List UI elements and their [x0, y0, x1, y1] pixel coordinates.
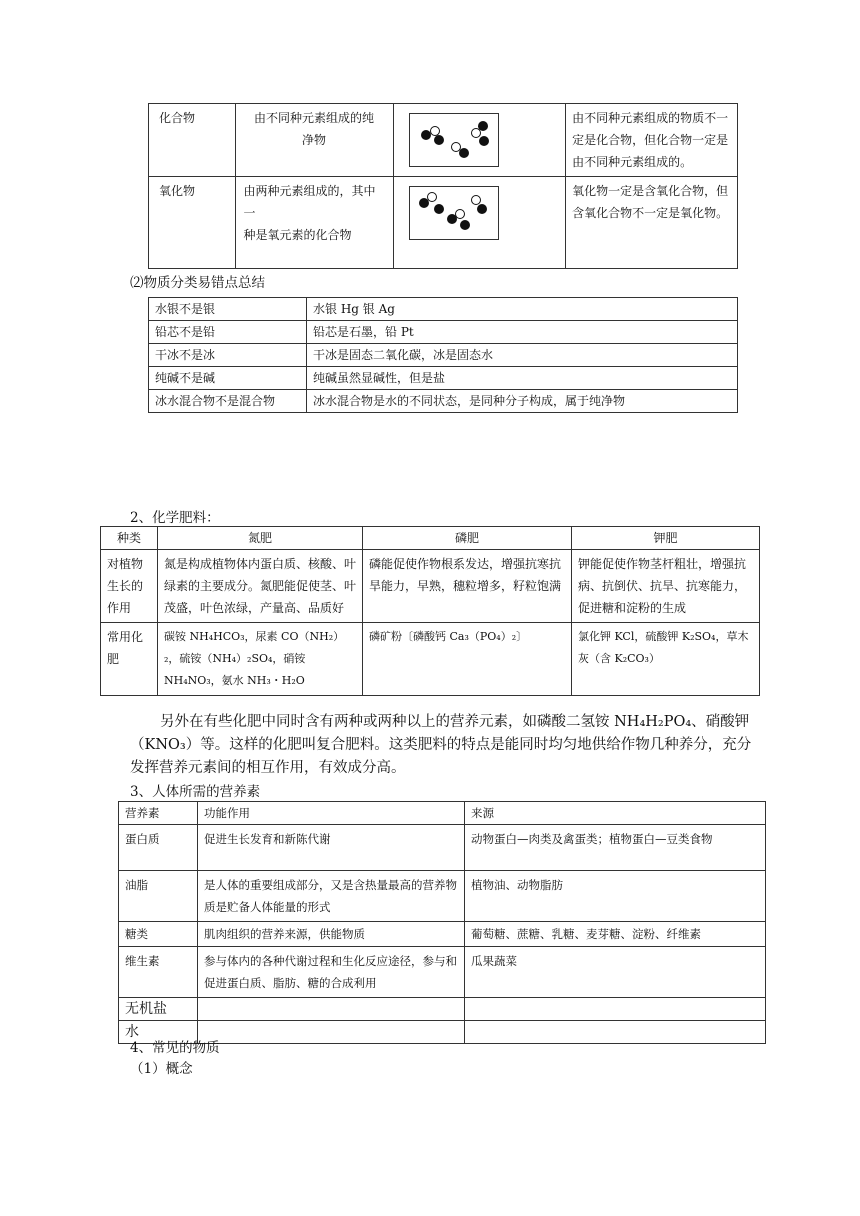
nutrient-name: 蛋白质 — [119, 825, 198, 871]
oxide-definition-line2: 种是氧元素的化合物 — [243, 228, 352, 242]
nutrient-source — [465, 1021, 766, 1044]
nutrient-function: 参与体内的各种代谢过程和生化反应途径，参与和促进蛋白质、脂肪、糖的合成利用 — [198, 947, 465, 998]
misclass-explain: 纯碱虽然显碱性，但是盐 — [307, 367, 738, 390]
fertilizer-table — [100, 526, 760, 696]
nutrients-header-function: 功能作用 — [198, 802, 465, 825]
misclass-explain: 水银 Hg 银 Ag — [307, 298, 738, 321]
fertilizer-effect-potash: 钾能促使作物茎杆粗壮，增强抗病、抗倒伏、抗旱、抗寒能力，促进糖和淀粉的生成 — [572, 550, 760, 623]
section4-heading: 4、常见的物质 — [130, 1040, 220, 1056]
section4-subheading: （1）概念 — [130, 1061, 193, 1077]
nutrients-header-source: 来源 — [465, 802, 766, 825]
fertilizer-common-nitrogen: 碳铵 NH₄HCO₃，尿素 CO（NH₂）₂，硫铵（NH₄）₂SO₄，硝铵 NH₄NO₃，氨水 NH₃・H₂O — [158, 623, 363, 696]
nutrient-name: 维生素 — [119, 947, 198, 998]
fertilizer-effect-phosphate: 磷能促使作物根系发达，增强抗寒抗旱能力，早熟，穗粒增多，籽粒饱满 — [363, 550, 572, 623]
misclass-heading: ⑵物质分类易错点总结 — [130, 275, 265, 291]
compound-note: 由不同种元素组成的物质不一定是化合物，但化合物一定是由不同种元素组成的。 — [566, 104, 738, 177]
fertilizer-effect-label: 对植物生长的作用 — [101, 550, 158, 623]
fertilizer-effect-nitrogen: 氮是构成植物体内蛋白质、核酸、叶绿素的主要成分。氮肥能促使茎、叶茂盛，叶色浓绿，产量高、品质好 — [158, 550, 363, 623]
compound-molecule-diagram — [393, 104, 566, 177]
oxide-definition-line1: 由两种元素组成的，其中一 — [243, 184, 376, 220]
nutrient-name: 油脂 — [119, 871, 198, 922]
misclass-item: 干冰不是冰 — [149, 344, 307, 367]
nutrient-function: 促进生长发育和新陈代谢 — [198, 825, 465, 871]
fertilizer-header-type: 种类 — [101, 527, 158, 550]
fertilizer-common-phosphate: 磷矿粉〔磷酸钙 Ca₃（PO₄）₂〕 — [363, 623, 572, 696]
nutrient-source — [465, 998, 766, 1021]
compound-fertilizer-paragraph: 另外在有些化肥中同时含有两种或两种以上的营养元素，如磷酸二氢铵 NH₄H₂PO₄、硝酸钾（KNO₃）等。这样的化肥叫复合肥料。这类肥料的特点是能同时均匀地供给作物几种养分，充分发挥营养元素间的相互作用，有效成分高。 — [130, 714, 752, 776]
compound-name: 化合物 — [149, 104, 236, 177]
nutrient-name: 水 — [119, 1021, 198, 1044]
nutrient-source: 瓜果蔬菜 — [465, 947, 766, 998]
oxide-definition — [235, 177, 393, 269]
fertilizer-header-nitrogen: 氮肥 — [158, 527, 363, 550]
misclass-explain: 干冰是固态二氧化碳，冰是固态水 — [307, 344, 738, 367]
misclass-explain: 铅芯是石墨，铅 Pt — [307, 321, 738, 344]
nutrients-heading: 3、人体所需的营养素 — [130, 784, 261, 800]
misclass-item: 冰水混合物不是混合物 — [149, 390, 307, 413]
nutrient-source: 葡萄糖、蔗糖、乳糖、麦芽糖、淀粉、纤维素 — [465, 922, 766, 947]
fertilizer-header-phosphate: 磷肥 — [363, 527, 572, 550]
nutrient-source: 植物油、动物脂肪 — [465, 871, 766, 922]
nutrient-function: 肌肉组织的营养来源，供能物质 — [198, 922, 465, 947]
nutrients-table — [118, 801, 766, 1044]
misclass-table — [148, 297, 738, 413]
misclass-item: 水银不是银 — [149, 298, 307, 321]
nutrient-function — [198, 1021, 465, 1044]
misclass-item: 纯碱不是碱 — [149, 367, 307, 390]
fertilizer-common-label: 常用化肥 — [101, 623, 158, 696]
compound-definition: 由不同种元素组成的纯净物 — [235, 104, 393, 177]
nutrient-function: 是人体的重要组成部分，又是含热量最高的营养物质是贮备人体能量的形式 — [198, 871, 465, 922]
oxide-molecule-diagram — [393, 177, 566, 269]
nutrients-header-name: 营养素 — [119, 802, 198, 825]
fertilizer-header-potash: 钾肥 — [572, 527, 760, 550]
nutrient-name: 无机盐 — [119, 998, 198, 1021]
misclass-item: 铅芯不是铅 — [149, 321, 307, 344]
fertilizer-common-potash: 氯化钾 KCl，硫酸钾 K₂SO₄，草木灰（含 K₂CO₃） — [572, 623, 760, 696]
nutrient-source: 动物蛋白—肉类及禽蛋类；植物蛋白—豆类食物 — [465, 825, 766, 871]
oxide-note: 氧化物一定是含氧化合物，但含氧化合物不一定是氧化物。 — [566, 177, 738, 269]
oxide-name: 氧化物 — [149, 177, 236, 269]
nutrient-function — [198, 998, 465, 1021]
nutrient-name: 糖类 — [119, 922, 198, 947]
fertilizer-heading: 2、化学肥料： — [130, 510, 220, 526]
misclass-explain: 冰水混合物是水的不同状态，是同种分子构成，属于纯净物 — [307, 390, 738, 413]
compound-table — [148, 103, 738, 269]
